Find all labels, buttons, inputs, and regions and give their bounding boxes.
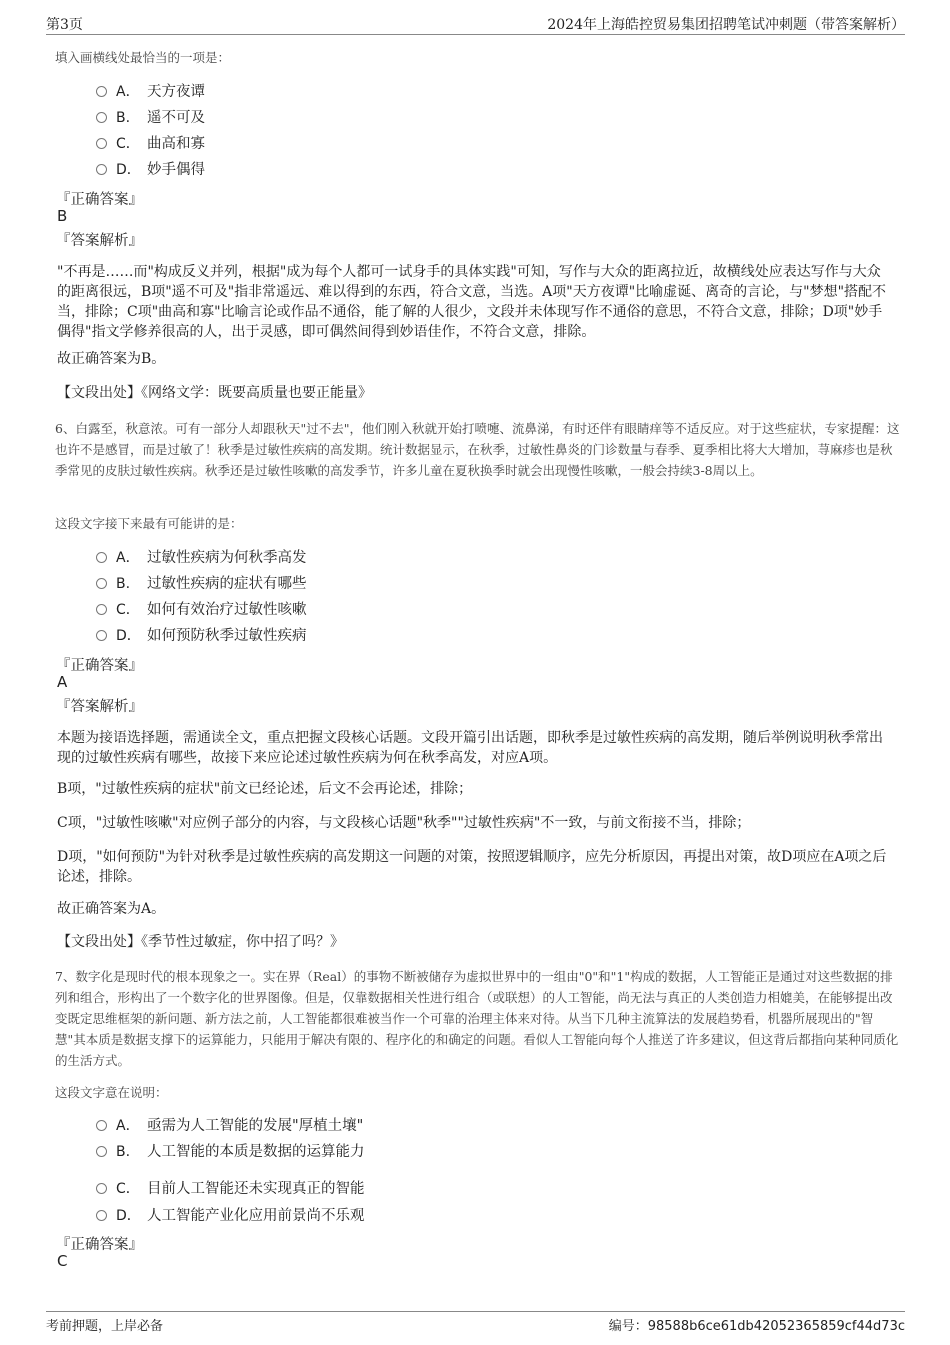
q6-analysis-conclusion: 故正确答案为A。 — [57, 901, 166, 917]
q5-option-b[interactable]: B. 遥不可及 — [96, 108, 205, 128]
q6-answer: A — [57, 673, 68, 691]
q7-option-b[interactable]: B. 人工智能的本质是数据的运算能力 — [96, 1142, 365, 1162]
radio-icon[interactable] — [96, 1146, 107, 1157]
document-id: 编号：98588b6ce61db42052365859cf44d73c — [608, 1319, 905, 1334]
radio-icon[interactable] — [96, 1183, 107, 1194]
radio-icon[interactable] — [96, 578, 107, 589]
q6-answer-label: 『正确答案』 — [56, 658, 143, 674]
radio-icon[interactable] — [96, 164, 107, 175]
radio-icon[interactable] — [96, 552, 107, 563]
radio-icon[interactable] — [96, 86, 107, 97]
q7-stem: 7、数字化是现时代的根本现象之一。实在界（Real）的事物不断被储存为虚拟世界中的一组由"0"和"1"构成的数据，人工智能正是通过对这些数据的排列和组合，形构出了一个数字化的世界图像。但是，仅靠数据相关性进行组合（或联想）的人工智能，尚无法与真正的人类创造力相媲美，在能够提出改变既定思维框架的新问题、新方法之前，人工智能都很难被当作一个可靠的治理主体来对待。从当下几种主流算法的发展趋势看，机器所展现出的"智慧"其本质是数据支撑下的运算能力，只能用于解决有限的、程序化的和确定的问题。看似人工智能向每个人推送了许多建议，但这背后都指向某种同质化的生活方式。 — [55, 969, 899, 1068]
q6-option-a[interactable]: A． 过敏性疾病为何秋季高发 — [96, 548, 307, 568]
q7-answer: C — [57, 1252, 68, 1270]
q6-analysis-label: 『答案解析』 — [56, 699, 143, 715]
radio-icon[interactable] — [96, 1210, 107, 1221]
q5-source: 【文段出处】《网络文学：既要高质量也要正能量》 — [57, 385, 372, 401]
q6-option-d[interactable]: D． 如何预防秋季过敏性疾病 — [96, 626, 307, 646]
page-header — [46, 14, 905, 35]
q6-prompt: 这段文字接下来最有可能讲的是： — [55, 516, 243, 531]
page-footer — [46, 1311, 905, 1334]
q7-answer-label: 『正确答案』 — [56, 1237, 143, 1253]
q7-option-c[interactable]: C． 目前人工智能还未实现真正的智能 — [96, 1179, 365, 1199]
q6-source: 【文段出处】《季节性过敏症，你中招了吗？》 — [57, 934, 344, 950]
q7-option-d[interactable]: D． 人工智能产业化应用前景尚不乐观 — [96, 1206, 365, 1226]
radio-icon[interactable] — [96, 604, 107, 615]
q5-answer: B — [57, 207, 68, 225]
q5-analysis-body: "不再是……而"构成反义并列，根据"成为每个人都可一试身手的具体实践"可知，写作与大众的距离拉近，故横线处应表达写作与大众的距离很远，B项"遥不可及"指非常遥远、难以得到的东西，符合文意，当选。A项"天方夜谭"比喻虚诞、离奇的言论，与"梦想"搭配不当，排除；C项"曲高和寡"比喻言论或作品不通俗，能了解的人很少，文段并未体现写作不通俗的意思，不符合文意，排除；D项"妙手偶得"指文学修养很高的人，出于灵感，即可偶然间得到妙语佳作，不符合文意，排除。 — [57, 264, 887, 340]
q6-stem: 6、白露至，秋意浓。可有一部分人却跟秋天"过不去"，他们刚入秋就开始打喷嚏、流鼻涕，有时还伴有眼睛痒等不适反应。对于这些症状，专家提醒：这也许不是感冒，而是过敏了！秋季是过敏性疾病的高发期。统计数据显示，在秋季，过敏性鼻炎的门诊数量与春季、夏季相比将大大增加，荨麻疹也是秋季常见的皮肤过敏性疾病。秋季还是过敏性咳嗽的高发季节，许多儿童在夏秋换季时就会出现慢性咳嗽，一般会持续3-8周以上。 — [55, 421, 900, 478]
radio-icon[interactable] — [96, 138, 107, 149]
q6-analysis-para-3: C项，"过敏性咳嗽"对应例子部分的内容，与文段核心话题"秋季""过敏性疾病"不一致，与前文衔接不当，排除； — [57, 815, 751, 831]
q5-prompt: 填入画横线处最恰当的一项是： — [55, 50, 231, 65]
q5-option-d[interactable]: D． 妙手偶得 — [96, 160, 205, 180]
q6-analysis-para-1: 本题为接语选择题，需通读全文，重点把握文段核心话题。文段开篇引出话题，即秋季是过敏性疾病的高发期，随后举例说明秋季常出现的过敏性疾病有哪些，故接下来应论述过敏性疾病为何在秋季高发，对应A项。 — [57, 730, 883, 766]
q6-option-b[interactable]: B. 过敏性疾病的症状有哪些 — [96, 574, 307, 594]
page-number: 第3页 — [46, 17, 83, 33]
q7-option-a[interactable]: A． 亟需为人工智能的发展"厚植土壤" — [96, 1116, 363, 1136]
q5-option-a[interactable]: A． 天方夜谭 — [96, 82, 205, 102]
q5-answer-label: 『正确答案』 — [56, 192, 143, 208]
q5-analysis-label: 『答案解析』 — [56, 233, 143, 249]
radio-icon[interactable] — [96, 1120, 107, 1131]
q5-analysis-conclusion: 故正确答案为B。 — [57, 351, 166, 367]
radio-icon[interactable] — [96, 630, 107, 641]
q6-option-c[interactable]: C． 如何有效治疗过敏性咳嗽 — [96, 600, 307, 620]
document-title: 2024年上海皓控贸易集团招聘笔试冲刺题（带答案解析） — [547, 17, 905, 33]
footer-slogan: 考前押题，上岸必备 — [46, 1319, 164, 1334]
q6-analysis-para-2: B项，"过敏性疾病的症状"前文已经论述，后文不会再论述，排除； — [57, 781, 473, 797]
q6-analysis-para-4: D项，"如何预防"为针对秋季是过敏性疾病的高发期这一问题的对策，按照逻辑顺序，应先分析原因，再提出对策，故D项应在A项之后论述，排除。 — [57, 849, 887, 885]
q5-option-c[interactable]: C． 曲高和寡 — [96, 134, 205, 154]
radio-icon[interactable] — [96, 112, 107, 123]
q7-prompt: 这段文字意在说明： — [55, 1085, 168, 1100]
